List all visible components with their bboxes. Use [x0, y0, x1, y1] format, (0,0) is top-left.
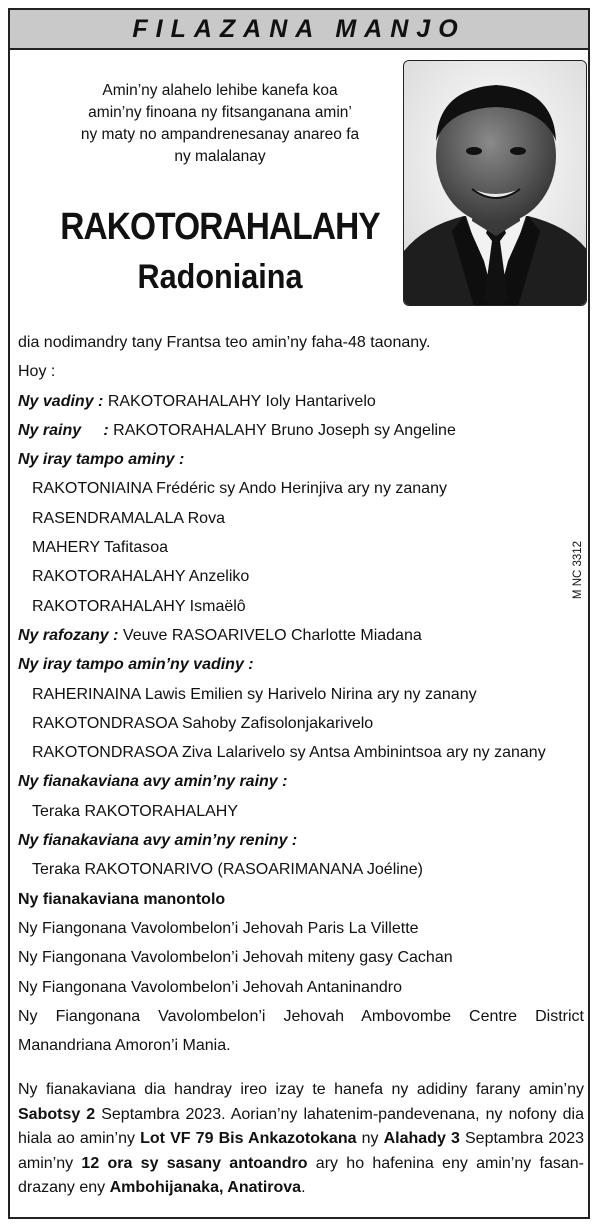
sibling-item: RAKOTONIAINA Frédéric sy Ando Herinjiva ary ny zanany — [32, 480, 447, 498]
parents-label: Ny rainy : — [18, 421, 109, 439]
congregation-item: Manandriana Amoron’i Mania. — [18, 1037, 231, 1055]
siblings-heading — [18, 445, 584, 474]
deceased-firstname: Radoniaina — [137, 258, 303, 296]
funeral-details — [18, 1078, 584, 1201]
intro-line: amin’ny finoana ny fitsanganana amin’ — [88, 104, 352, 121]
paternal-family-label: Ny fianakaviana avy amin’ny rainy : — [18, 773, 288, 791]
whole-family-heading: Ny fianakaviana manontolo — [18, 890, 226, 908]
header-bar — [10, 10, 588, 50]
sibling-item: RASENDRAMALALA Rova — [32, 509, 225, 527]
in-laws-label: Ny rafozany : — [18, 626, 119, 644]
announcement-text: dia nodimandry tany Frantsa teo amin’ny faha-48 taonany. — [18, 334, 431, 351]
maternal-family-label: Ny fianakaviana avy amin’ny reniny : — [18, 832, 298, 850]
funeral-text: Ny fianakaviana dia handray ireo izay te hanefa ny adidiny farany amin’ny — [18, 1081, 584, 1098]
parents-value: RAKOTORAHALAHY Bruno Joseph sy Angeline — [113, 421, 456, 439]
paternal-family-heading — [18, 767, 584, 796]
spouse-value: RAKOTORAHALAHY Ioly Hantarivelo — [107, 392, 376, 410]
funeral-date-saturday: Sabotsy 2 — [18, 1105, 96, 1123]
sibling-item: RAKOTORAHALAHY Ismaëlô — [32, 597, 246, 615]
spouse-sibling-item: RAKOTONDRASOA Ziva Lalarivelo sy Antsa Ambinintsoa ary ny zanany — [32, 744, 546, 762]
spouse-sibling-item: RAKOTONDRASOA Sahoby Zafisolonjakarivelo — [32, 714, 374, 732]
funeral-text: ny — [356, 1130, 384, 1147]
maternal-family-value: Teraka RAKOTONARIVO (RASOARIMANANA Joéline) — [32, 861, 423, 879]
congregation-item: Ny Fiangonana Vavolombelon’i Jehovah Ambovombe Centre District — [18, 1007, 584, 1025]
funeral-text: ary ho hafenina eny amin’ny fasan-drazany eny — [18, 1154, 585, 1196]
portrait-image — [404, 61, 587, 306]
sibling-item: MAHERY Tafitasoa — [32, 539, 169, 557]
funeral-address: Lot VF 79 Bis Ankazotokana — [140, 1130, 357, 1147]
obituary-frame — [8, 8, 590, 1219]
paternal-family-value: Teraka RAKOTORAHALAHY — [32, 802, 238, 820]
in-laws-value: Veuve RASOARIVELO Charlotte Miadana — [122, 626, 422, 644]
burial-place: Ambohijanaka, Anatirova — [109, 1179, 302, 1196]
intro-line: ny malalanay — [174, 148, 266, 165]
spouse-siblings-heading — [18, 650, 584, 679]
sibling-item: RAKOTORAHALAHY Anzeliko — [32, 568, 250, 586]
maternal-family-heading — [18, 826, 584, 855]
intro-line: Amin’ny alahelo lehibe kanefa koa — [102, 82, 338, 99]
in-laws-row — [18, 621, 584, 650]
hoy-text: Hoy : — [18, 363, 56, 381]
spouse-label: Ny vadiny : — [18, 392, 104, 410]
intro-text — [40, 80, 400, 168]
header-title: FILAZANA MANJO — [132, 14, 466, 43]
funeral-time: 12 ora sy sasany antoandro — [81, 1154, 308, 1172]
congregation-item: Ny Fiangonana Vavolombelon’i Jehovah miteny gasy Cachan — [18, 949, 453, 967]
parents-row — [18, 416, 584, 445]
deceased-surname: RAKOTORAHALAHY — [60, 206, 380, 248]
congregation-item: Ny Fiangonana Vavolombelon’i Jehovah Antaninandro — [18, 978, 402, 996]
siblings-label: Ny iray tampo aminy : — [18, 451, 185, 469]
funeral-date-sunday: Alahady 3 — [383, 1130, 460, 1147]
intro-line: ny maty no ampandrenesanay anareo fa — [80, 126, 360, 143]
reference-code-text: M NC 3312 — [572, 540, 584, 600]
funeral-text: . — [301, 1179, 306, 1196]
funeral-text: Septambra 2023 amin’ny — [18, 1130, 584, 1172]
portrait-photo — [403, 60, 587, 306]
funeral-text: Septambra 2023. Aorian’ny lahatenim-pandevenana, ny nofony dia hiala ao amin’ny — [18, 1105, 584, 1147]
spouse-row — [18, 387, 584, 416]
spouse-sibling-item: RAHERINAINA Lawis Emilien sy Harivelo Nirina ary ny zanany — [32, 685, 477, 703]
congregation-item: Ny Fiangonana Vavolombelon’i Jehovah Paris La Villette — [18, 919, 419, 937]
reference-code — [568, 530, 588, 610]
obituary-body — [18, 328, 584, 1060]
spouse-siblings-label: Ny iray tampo amin’ny vadiny : — [18, 656, 254, 674]
